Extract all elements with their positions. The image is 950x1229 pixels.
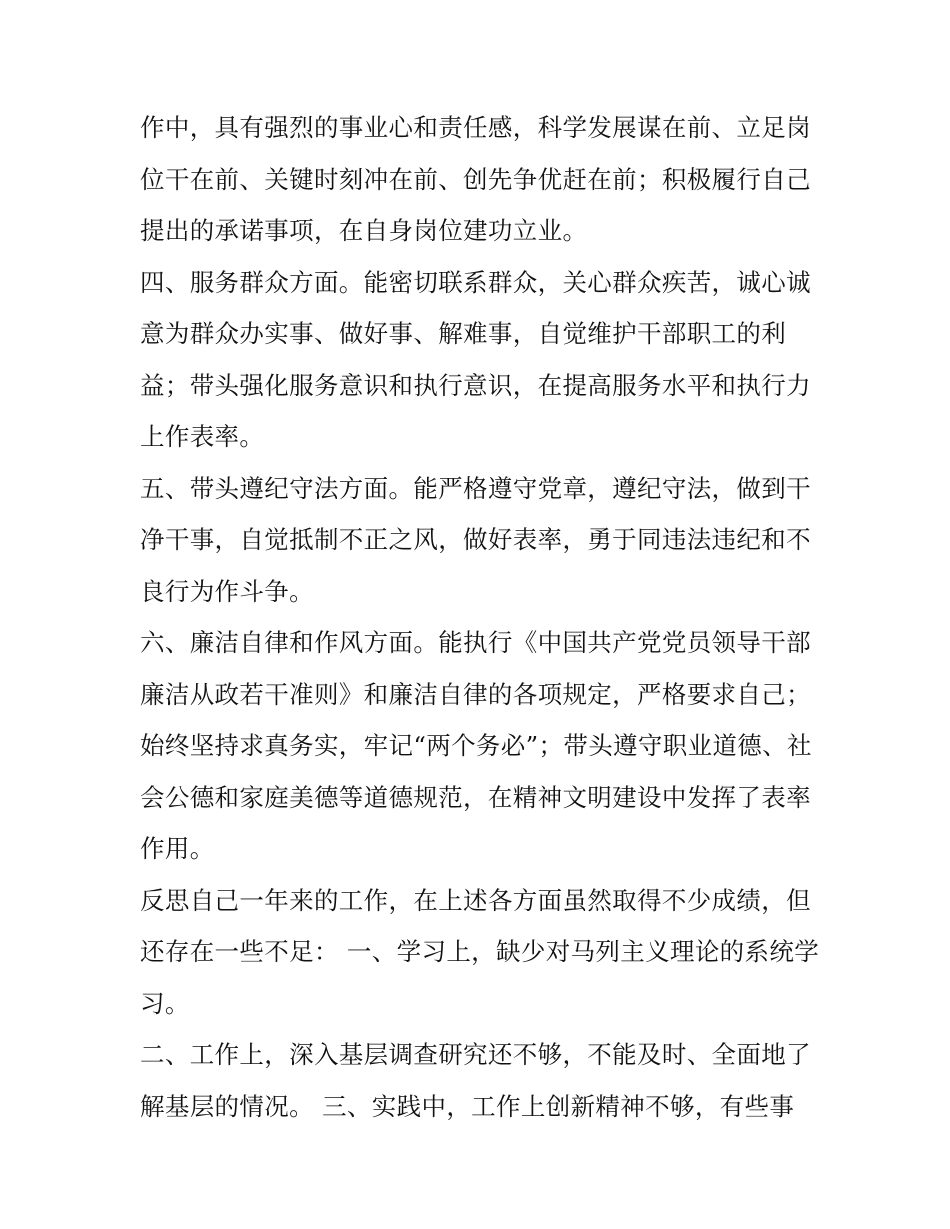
- paragraph-law-discipline: 五、带头遵纪守法方面。能严格遵守党章，遵纪守法，做到干净干事，自觉抵制不正之风，做好表率，勇于同违法违纪和不良行为作斗争。: [140, 473, 811, 606]
- paragraph-integrity-style: 六、廉洁自律和作风方面。能执行《中国共产党党员领导干部廉洁从政若干准则》和廉洁自律的各项规定，严格要求自己；始终坚持求真务实，牢记“两个务必”；带头遵守职业道德、社会公德和家庭美德等道德规范，在精神文明建设中发挥了表率作用。: [140, 628, 812, 863]
- paragraph-continued-work: 作中，具有强烈的事业心和责任感，科学发展谋在前、立足岗位干在前、关键时刻冲在前、创先争优赶在前；积极履行自己提出的承诺事项，在自身岗位建功立业。: [140, 113, 811, 245]
- paragraph-serving-masses: 四、服务群众方面。能密切联系群众，关心群众疾苦，诚心诚意为群众办实事、做好事、解难事，自觉维护干部职工的利益；带头强化服务意识和执行意识，在提高服务水平和执行力上作表率。: [140, 267, 811, 451]
- paragraph-reflection: 反思自己一年来的工作，在上述各方面虽然取得不少成绩，但还存在一些不足： 一、学习上，缺少对马列主义理论的系统学习。: [140, 885, 820, 1018]
- paragraph-shortcomings: 二、工作上，深入基层调查研究还不够，不能及时、全面地了解基层的情况。 三、实践中，工作上创新精神不够，有些事: [140, 1040, 811, 1121]
- document-body: [140, 102, 820, 1132]
